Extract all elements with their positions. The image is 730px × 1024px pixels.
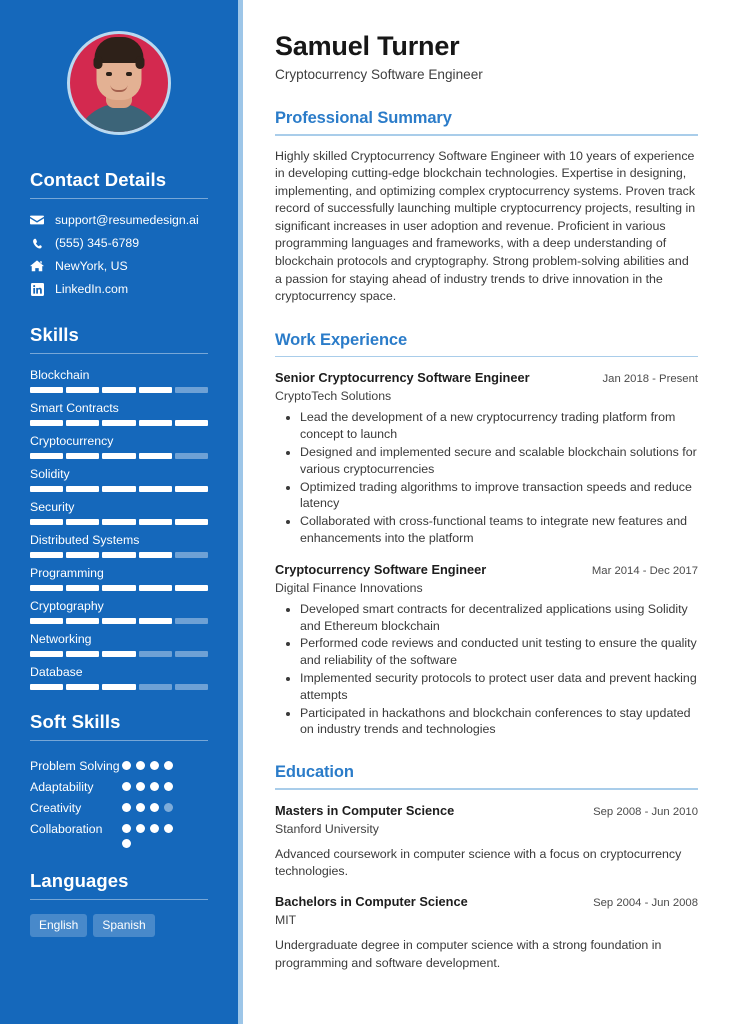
skill-level-segment [30,684,63,690]
skill-level-bar [30,618,208,624]
skills-list [30,368,208,690]
skill-level-segment [30,453,63,459]
linkedin-icon [30,282,44,296]
skill-level-segment [139,585,172,591]
education-entry-header [275,802,698,821]
skill-level-bar [30,420,208,426]
skill-level-segment [139,651,172,657]
language-tag: English [30,914,87,937]
skill-level-segment [175,585,208,591]
skill-level-segment [175,684,208,690]
skill-level-segment [30,618,63,624]
rating-dot [164,824,173,833]
skill-level-segment [30,552,63,558]
rating-dot [150,803,159,812]
rating-dot [136,782,145,791]
skill-level-segment [102,651,135,657]
experience-entry-header [275,369,698,388]
skill-item [30,401,208,426]
skill-level-segment [66,420,99,426]
skill-level-segment [102,420,135,426]
home-icon [30,259,44,273]
rating-dot [164,761,173,770]
skill-level-bar [30,585,208,591]
rating-dot [136,824,145,833]
skill-level-segment [175,453,208,459]
skill-item [30,368,208,393]
skill-label: Cryptocurrency [30,434,114,448]
job-role-subtitle: Cryptocurrency Software Engineer [275,67,483,82]
skill-item [30,632,208,657]
experience-job-title: Cryptocurrency Software Engineer [275,561,487,577]
skill-level-segment [139,618,172,624]
skill-level-segment [102,585,135,591]
soft-skill-item [30,797,208,818]
rating-dot [122,839,131,848]
skill-label: Database [30,665,83,679]
professional-summary-heading: Professional Summary [275,109,452,127]
rating-dot [150,824,159,833]
skill-level-segment [66,387,99,393]
skill-label: Distributed Systems [30,533,140,547]
rating-dot [136,761,145,770]
skill-level-segment [139,684,172,690]
skill-item [30,467,208,492]
contact-item-location[interactable] [30,259,208,273]
experience-bullet: • Designed and implemented secure and scalable blockchain solutions for various cryptocurrencies [300,444,698,478]
rating-dot [136,803,145,812]
contact-location-text: NewYork, US [55,259,128,273]
skill-level-segment [139,387,172,393]
rating-dot [122,761,131,770]
soft-skills-list [30,755,208,848]
education-list [275,802,698,973]
skill-level-segment [66,453,99,459]
profile-photo-container [0,0,238,135]
experience-entry-header [275,561,698,580]
page-title: Samuel Turner [275,31,460,61]
skill-level-segment [139,486,172,492]
skill-item [30,566,208,591]
professional-summary-text: Highly skilled Cryptocurrency Software Engineer with 10 years of experience in developing cutting-edge blockchain technologies. Expertise in designing, implementing, and optimizing complex cryptocurrency systems. Proven track record of successfully launching multiple cryptocurrency projects, resulting in significant increases in user adoption and revenue. Proficient in various programming languages and frameworks, with a deep understanding of blockchain protocols and cryptography. Strong problem-solving abilities and a passion for staying ahead of industry trends to drive innovation in the cryptocurrency space. [275,148,696,304]
experience-bullet-list [275,409,698,546]
rating-dot [122,782,131,791]
skill-level-segment [175,420,208,426]
skill-level-segment [66,684,99,690]
skill-level-segment [139,453,172,459]
soft-skill-item [30,755,208,776]
experience-entry [275,561,698,738]
skill-level-segment [30,486,63,492]
contact-email-text: support@resumedesign.ai [55,213,199,227]
experience-bullet: • Developed smart contracts for decentralized applications using Solidity and Ethereum blockchain [300,601,698,635]
skill-label: Solidity [30,467,70,481]
contact-divider [30,198,208,199]
skill-level-segment [66,585,99,591]
skills-heading: Skills [30,324,79,345]
contact-item-phone[interactable] [30,236,208,250]
soft-skill-rating [122,839,131,848]
education-section [275,763,698,972]
soft-skill-rating [122,782,173,791]
skill-level-segment [102,684,135,690]
skill-item [30,533,208,558]
experience-company: CryptoTech Solutions [275,389,392,404]
skill-level-segment [30,651,63,657]
work-experience-heading: Work Experience [275,330,408,349]
skill-level-segment [175,387,208,393]
professional-summary-section [275,109,698,306]
skill-level-segment [175,618,208,624]
skill-level-segment [66,618,99,624]
skill-level-segment [175,552,208,558]
soft-skill-item [30,776,208,797]
experience-job-title: Senior Cryptocurrency Software Engineer [275,370,530,386]
education-entry [275,802,698,881]
skill-level-segment [102,387,135,393]
soft-skill-item [30,818,208,839]
languages-section [0,870,238,937]
language-tag: Spanish [93,914,154,937]
soft-skills-heading: Soft Skills [30,711,121,732]
skill-level-segment [102,618,135,624]
skill-level-segment [66,651,99,657]
education-entry-header [275,893,698,912]
phone-icon [30,236,44,250]
languages-divider [30,899,208,900]
skill-level-bar [30,387,208,393]
skill-level-bar [30,519,208,525]
experience-date-range: Mar 2014 - Dec 2017 [591,564,698,577]
skill-level-segment [102,519,135,525]
professional-summary-divider [275,134,698,136]
education-institution: Stanford University [275,821,379,836]
experience-bullet: • Collaborated with cross-functional teams to integrate new features and enhancements into the platform [300,513,698,547]
skill-level-segment [30,387,63,393]
experience-company: Digital Finance Innovations [275,580,423,595]
contact-item-email[interactable] [30,213,208,227]
soft-skill-label: Creativity [30,800,82,815]
soft-skill-label: Collaboration [30,821,103,836]
experience-bullet: • Implemented security protocols to protect user data and prevent hacking attempts [300,670,698,704]
experience-bullet: • Performed code reviews and conducted unit testing to ensure the quality and reliability of the software [300,635,698,669]
contact-item-linkedin[interactable] [30,282,208,296]
education-date-range: Sep 2008 - Jun 2010 [593,805,698,818]
education-heading: Education [275,763,354,782]
skill-label: Blockchain [30,368,90,382]
skill-item [30,665,208,690]
education-degree: Masters in Computer Science [275,802,455,818]
envelope-icon [30,213,44,227]
education-divider [275,788,698,790]
skill-item [30,599,208,624]
skill-level-bar [30,453,208,459]
work-experience-divider [275,356,698,358]
skill-level-segment [66,519,99,525]
main-content [243,0,730,1024]
skill-level-segment [102,453,135,459]
skills-section [0,324,238,690]
experience-entry [275,369,698,546]
experience-bullet-list [275,601,698,738]
education-degree: Bachelors in Computer Science [275,894,468,910]
skill-label: Cryptography [30,599,104,613]
skill-level-segment [102,552,135,558]
work-experience-list [275,369,698,738]
skill-level-segment [66,486,99,492]
skill-level-segment [30,585,63,591]
skill-level-segment [102,486,135,492]
soft-skill-rating [122,824,173,833]
skill-label: Programming [30,566,104,580]
education-date-range: Sep 2004 - Jun 2008 [593,897,698,910]
skill-level-bar [30,651,208,657]
rating-dot [122,824,131,833]
soft-skill-rating [122,761,173,770]
contact-heading: Contact Details [30,169,167,190]
contact-list [30,213,208,296]
contact-section [0,169,238,296]
language-tag-list [30,914,208,937]
education-description: Advanced coursework in computer science with a focus on cryptocurrency technologies. [275,846,682,878]
skills-divider [30,353,208,354]
soft-skill-overflow-row [30,839,208,848]
skill-level-segment [30,420,63,426]
languages-heading: Languages [30,870,129,891]
experience-bullet: • Optimized trading algorithms to improve transaction speeds and reduce latency [300,479,698,513]
skill-label: Smart Contracts [30,401,119,415]
rating-dot [164,803,173,812]
soft-skills-section [0,711,238,848]
skill-level-bar [30,552,208,558]
avatar [67,31,171,135]
skill-level-bar [30,684,208,690]
skill-label: Networking [30,632,92,646]
skill-level-bar [30,486,208,492]
skill-level-segment [175,519,208,525]
skill-level-segment [139,552,172,558]
skill-level-segment [139,519,172,525]
skill-level-segment [30,519,63,525]
education-description: Undergraduate degree in computer science with a strong foundation in programming and software development. [275,938,662,970]
rating-dot [164,782,173,791]
rating-dot [150,761,159,770]
skill-level-segment [66,552,99,558]
contact-linkedin-text: LinkedIn.com [55,282,129,296]
work-experience-section [275,331,698,738]
education-institution: MIT [275,913,297,928]
skill-label: Security [30,500,75,514]
soft-skill-label: Problem Solving [30,758,120,773]
soft-skills-divider [30,740,208,741]
experience-bullet: • Lead the development of a new cryptocurrency trading platform from concept to launch [300,409,698,443]
soft-skill-label: Adaptability [30,779,94,794]
skill-level-segment [139,420,172,426]
education-entry [275,893,698,972]
contact-phone-text: (555) 345-6789 [55,236,140,250]
skill-item [30,500,208,525]
soft-skill-rating [122,803,173,812]
skill-level-segment [175,651,208,657]
sidebar [0,0,243,1024]
rating-dot [122,803,131,812]
rating-dot [150,782,159,791]
skill-item [30,434,208,459]
experience-bullet: • Participated in hackathons and blockchain conferences to stay updated on industry trends and technologies [300,705,698,739]
experience-date-range: Jan 2018 - Present [602,373,698,386]
skill-level-segment [175,486,208,492]
